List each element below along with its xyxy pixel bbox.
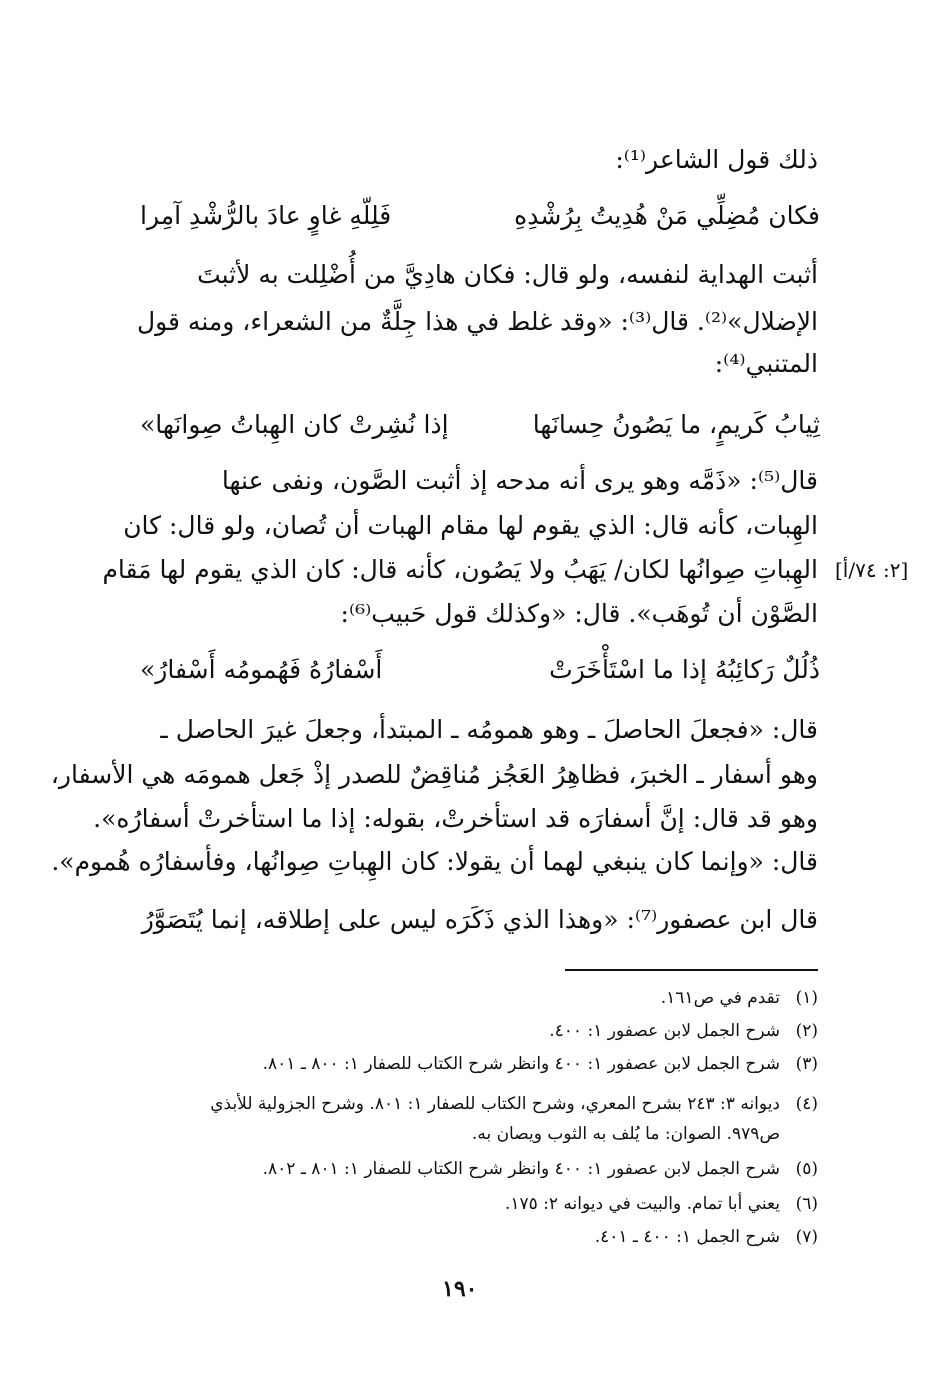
text-line: وهو قد قال: إنَّ أسفارَه قد استأخرتْ، بقوله: إذا ما استأخرتْ أسفارُه». xyxy=(93,804,818,833)
footnote-number: (٤) xyxy=(795,1094,818,1114)
text-line: الهِباتِ صِوانُها لكان/ يَهَبُ ولا يَصُون، كأنه قال: كان الذي يقوم لها مَقام xyxy=(102,555,818,584)
verse-second-hemistich: فَلِلّهِ غاوٍ عادَ بالرُّشْدِ آمِرا xyxy=(140,201,392,230)
text-line: الصَّوْن أن تُوهَب». قال: «وكذلك قول حَبيب⁽⁶⁾: xyxy=(340,599,818,628)
footnote-text: ديوانه ٣: ٢٤٣ بشرح المعري، وشرح الكتاب للصفار ١: ٨٠١. وشرح الجزولية للأبذي xyxy=(210,1094,780,1114)
text-line: قال ابن عصفور⁽⁷⁾: «وهذا الذي ذَكَرَه ليس على إطلاقه، إنما يُتَصَوَّرُ xyxy=(141,905,818,934)
text-line: قال⁽⁵⁾: «ذَمَّه وهو يرى أنه مدحه إذ أثبت الصَّون، ونفى عنها xyxy=(221,466,818,495)
verse-first-hemistich: فكان مُضِلِّي مَنْ هُدِيتُ بِرُشْدِهِ xyxy=(514,201,820,230)
text-line: أثبت الهداية لنفسه، ولو قال: فكان هادِيَّ من أُضْلِلت به لأثبتَ xyxy=(197,260,818,289)
verse-first-hemistich: ذُلُلٌ رَكائِبُهُ إذا ما اسْتَأْخَرَتْ xyxy=(549,655,820,684)
footnote xyxy=(263,1155,818,1183)
footnote-text: يعني أبا تمام. والبيت في ديوانه ٢: ١٧٥. xyxy=(504,1194,780,1214)
footnote-number: (٢) xyxy=(795,1021,818,1041)
footnote-text: شرح الجمل لابن عصفور ١: ٤٠٠ وانظر شرح الكتاب للصفار ١: ٨٠١ ـ ٨٠٢. xyxy=(262,1159,780,1179)
footnote xyxy=(263,1050,818,1078)
footnote xyxy=(661,984,818,1012)
verse-line xyxy=(140,196,820,236)
text-line: الهِبات، كأنه قال: الذي يقوم لها مقام الهبات أن تُصان، ولو قال: كان xyxy=(123,511,818,540)
footnote-text: تقدم في ص١٦١. xyxy=(660,988,780,1008)
text-line: قال: «وإنما كان ينبغي لهما أن يقولا: كان الهِباتِ صِوانُها، وفأسفارُه هُموم». xyxy=(51,847,818,876)
page-number: ١٩٠ xyxy=(442,1276,478,1302)
text-line: المتنبي⁽⁴⁾: xyxy=(714,349,818,378)
footnote xyxy=(549,1017,818,1045)
text-line: قال: «فجعلَ الحاصلَ ـ وهو همومُه ـ المبتدأ، وجعلَ غيرَ الحاصل ـ xyxy=(160,715,818,744)
verse-line xyxy=(140,650,820,690)
verse-second-hemistich: أَسْفارُهُ فَهُمومُه أَسْفارُ» xyxy=(140,655,383,684)
footnote-text: شرح الجمل لابن عصفور ١: ٤٠٠. xyxy=(549,1021,780,1041)
footnote xyxy=(210,1090,818,1118)
footnote-number: (٦) xyxy=(795,1194,818,1214)
footnote-text: ص٩٧٩. الصوان: ما يُلف به الثوب ويصان به. xyxy=(471,1124,780,1144)
footnote xyxy=(505,1190,818,1218)
text-line: وهو أسفار ـ الخبرَ، فظاهِرُ العَجُز مُناقِضٌ للصدر إذْ جَعل همومَه هي الأسفار، xyxy=(50,760,818,789)
text-line: ذلك قول الشاعر⁽¹⁾: xyxy=(615,145,818,174)
verse-line xyxy=(140,405,820,445)
manuscript-folio-note: [٢: ٧٤/أ] xyxy=(835,558,909,582)
footnote-number: (٥) xyxy=(795,1159,818,1179)
footnote-number: (١) xyxy=(795,988,818,1008)
footnote-text: شرح الجمل ١: ٤٠٠ ـ ٤٠١. xyxy=(594,1227,780,1247)
footnote-separator xyxy=(565,969,818,971)
footnote xyxy=(595,1223,818,1251)
footnote-number: (٣) xyxy=(795,1054,818,1074)
verse-first-hemistich: ثِيابُ كَريمٍ، ما يَصُونُ حِسانَها xyxy=(532,410,820,439)
footnote-continuation xyxy=(472,1120,818,1148)
footnote-text: شرح الجمل لابن عصفور ١: ٤٠٠ وانظر شرح الكتاب للصفار ١: ٨٠٠ ـ ٨٠١. xyxy=(262,1054,780,1074)
verse-second-hemistich: إذا نُشِرتْ كان الهِباتُ صِوانَها» xyxy=(140,410,449,439)
footnote-number: (٧) xyxy=(795,1227,818,1247)
text-line: الإضلال»⁽²⁾. قال⁽³⁾: «وقد غلط في هذا جِلَّةٌ من الشعراء، ومنه قول xyxy=(136,307,818,336)
